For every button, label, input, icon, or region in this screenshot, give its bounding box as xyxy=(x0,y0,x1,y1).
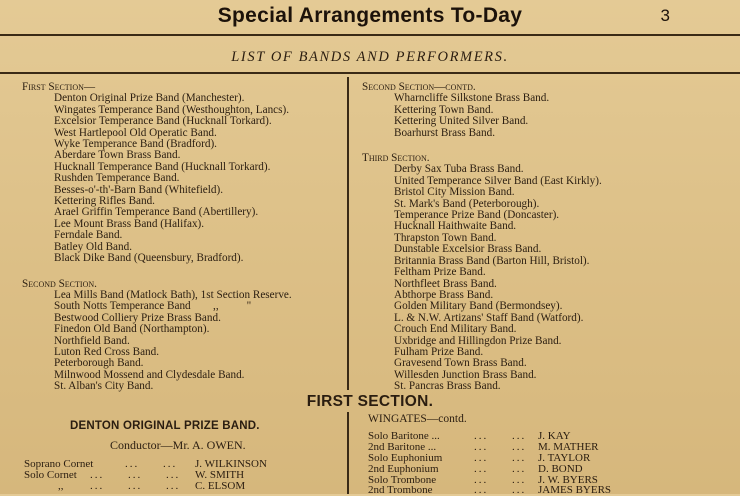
roster-row xyxy=(58,481,64,492)
roster-name: W. SMITH xyxy=(195,469,245,481)
list-item: Besses-o'-th'-Barn Band (Whitefield). xyxy=(54,183,223,196)
first-section-heading: FIRST SECTION. xyxy=(306,393,434,410)
list-item: Northfield Band. xyxy=(54,334,130,347)
list-title: LIST OF BANDS AND PERFORMERS. xyxy=(231,49,509,65)
section-heading-second: Second Section. xyxy=(22,277,97,290)
wingates-heading: WINGATES—contd. xyxy=(368,413,467,425)
list-item: Fulham Prize Band. xyxy=(394,345,484,358)
list-item: St. Mark's Band (Peterborough). xyxy=(394,197,540,210)
header-rule xyxy=(0,34,740,36)
list-item: Crouch End Military Band. xyxy=(394,323,517,336)
roster-dots: ... ... xyxy=(474,441,527,453)
list-item: Willesden Junction Brass Band. xyxy=(394,368,537,381)
list-item: Lee Mount Brass Band (Halifax). xyxy=(54,217,205,230)
list-item: Peterborough Band. xyxy=(54,357,144,370)
page-number: 3 xyxy=(660,6,670,25)
denton-band-title: DENTON ORIGINAL PRIZE BAND. xyxy=(70,420,260,432)
list-item: Feltham Prize Band. xyxy=(394,266,486,279)
list-item: Batley Old Band. xyxy=(54,240,132,253)
list-item: Gravesend Town Brass Band. xyxy=(394,357,527,370)
denton-conductor: Conductor—Mr. A. OWEN. xyxy=(110,438,246,452)
roster-dots: ... ... xyxy=(474,484,527,496)
roster-name: J. W. BYERS xyxy=(538,474,598,486)
list-item: Dunstable Excelsior Brass Band. xyxy=(394,243,542,256)
list-item: Temperance Prize Band (Doncaster). xyxy=(394,209,560,222)
roster-name: J. WILKINSON xyxy=(195,458,267,470)
list-item: Kettering Rifles Band. xyxy=(54,195,155,208)
roster-dots: ... ... xyxy=(125,458,178,470)
roster-dots: ... ... ... xyxy=(90,469,181,481)
page-title: Special Arrangements To-Day xyxy=(217,4,523,27)
list-item: Britannia Brass Band (Barton Hill, Bristol). xyxy=(394,254,590,267)
roster-role: Solo Baritone ... xyxy=(368,430,440,442)
roster-name: D. BOND xyxy=(538,463,583,475)
section-heading-second-contd: Second Section—contd. xyxy=(362,81,476,93)
list-item: Uxbridge and Hillingdon Prize Band. xyxy=(394,334,562,347)
roster-row xyxy=(24,470,77,481)
roster-dots: ... ... ... xyxy=(90,480,181,492)
list-item: Northfleet Brass Band. xyxy=(394,277,497,290)
roster-name: C. ELSOM xyxy=(195,480,246,492)
list-item: Derby Sax Tuba Brass Band. xyxy=(394,163,524,176)
roster-role: Soprano Cornet xyxy=(24,458,94,470)
roster-role: 2nd Baritone ... xyxy=(368,441,437,453)
list-item: Milnwood Mossend and Clydesdale Band. xyxy=(54,368,245,381)
column-divider xyxy=(347,77,349,390)
roster-name: M. MATHER xyxy=(538,441,599,453)
list-item: Black Dike Band (Queensbury, Bradford). xyxy=(54,252,244,265)
roster-role: Solo Cornet xyxy=(24,469,77,481)
list-item: Bestwood Colliery Prize Brass Band. xyxy=(54,311,221,324)
roster-name: J. KAY xyxy=(538,430,571,442)
section-heading-third: Third Section. xyxy=(362,152,430,165)
list-item: Kettering Town Band. xyxy=(394,103,494,116)
right-column xyxy=(362,82,602,393)
list-item: Abthorpe Brass Band. xyxy=(394,288,494,301)
list-item: Boarhurst Brass Band. xyxy=(394,126,495,139)
list-item: Bristol City Mission Band. xyxy=(394,186,515,199)
roster-dots: ... ... xyxy=(474,430,527,442)
list-item: West Hartlepool Old Operatic Band. xyxy=(54,126,217,139)
list-item: Arael Griffin Temperance Band (Abertillery). xyxy=(54,206,259,219)
list-item: Lea Mills Band (Matlock Bath), 1st Section Reserve. xyxy=(54,288,292,301)
list-item: Rushden Temperance Band. xyxy=(54,172,180,185)
list-item: Wyke Temperance Band (Bradford). xyxy=(54,138,217,151)
list-item: South Notts Temperance Band ,, " xyxy=(54,300,252,313)
list-title-rule xyxy=(0,72,740,74)
list-item: Kettering United Silver Band. xyxy=(394,115,529,128)
list-item: Excelsior Temperance Band (Hucknall Torkard). xyxy=(54,115,272,128)
list-item: United Temperance Silver Band (East Kirkly). xyxy=(394,174,602,187)
list-item: Hucknall Temperance Band (Hucknall Torkard). xyxy=(54,160,271,173)
list-item: St. Alban's City Band. xyxy=(54,380,154,393)
list-item: L. & N.W. Artizans' Staff Band (Watford). xyxy=(394,311,584,324)
list-item: Wingates Temperance Band (Westhoughton, Lancs). xyxy=(54,103,290,116)
list-item: Luton Red Cross Band. xyxy=(54,345,160,358)
roster-dots: ... ... xyxy=(474,452,527,464)
list-item: Thrapston Town Band. xyxy=(394,231,497,244)
list-item: Golden Military Band (Bermondsey). xyxy=(394,300,563,313)
roster-role: Solo Trombone xyxy=(368,474,437,486)
left-column xyxy=(22,82,292,393)
roster-dots: ... ... xyxy=(474,463,527,475)
roster-role: Solo Euphonium xyxy=(368,452,443,464)
list-item: Hucknall Haithwaite Band. xyxy=(394,220,517,233)
roster-role: ,, xyxy=(58,480,64,492)
roster-name: J. TAYLOR xyxy=(538,452,591,464)
list-item: Denton Original Prize Band (Manchester). xyxy=(54,92,245,105)
list-item: Wharncliffe Silkstone Brass Band. xyxy=(394,92,550,105)
roster-dots: ... ... xyxy=(474,474,527,486)
list-item: Aberdare Town Brass Band. xyxy=(54,149,181,162)
list-item: Ferndale Band. xyxy=(54,229,123,242)
section-heading-first: First Section— xyxy=(22,81,96,93)
list-item: Finedon Old Band (Northampton). xyxy=(54,323,210,336)
roster-role: 2nd Euphonium xyxy=(368,463,439,475)
roster-role: 2nd Trombone xyxy=(368,484,433,496)
roster-name: JAMES BYERS xyxy=(538,484,612,496)
lower-column-divider xyxy=(347,412,349,494)
list-item: St. Pancras Brass Band. xyxy=(394,380,501,393)
